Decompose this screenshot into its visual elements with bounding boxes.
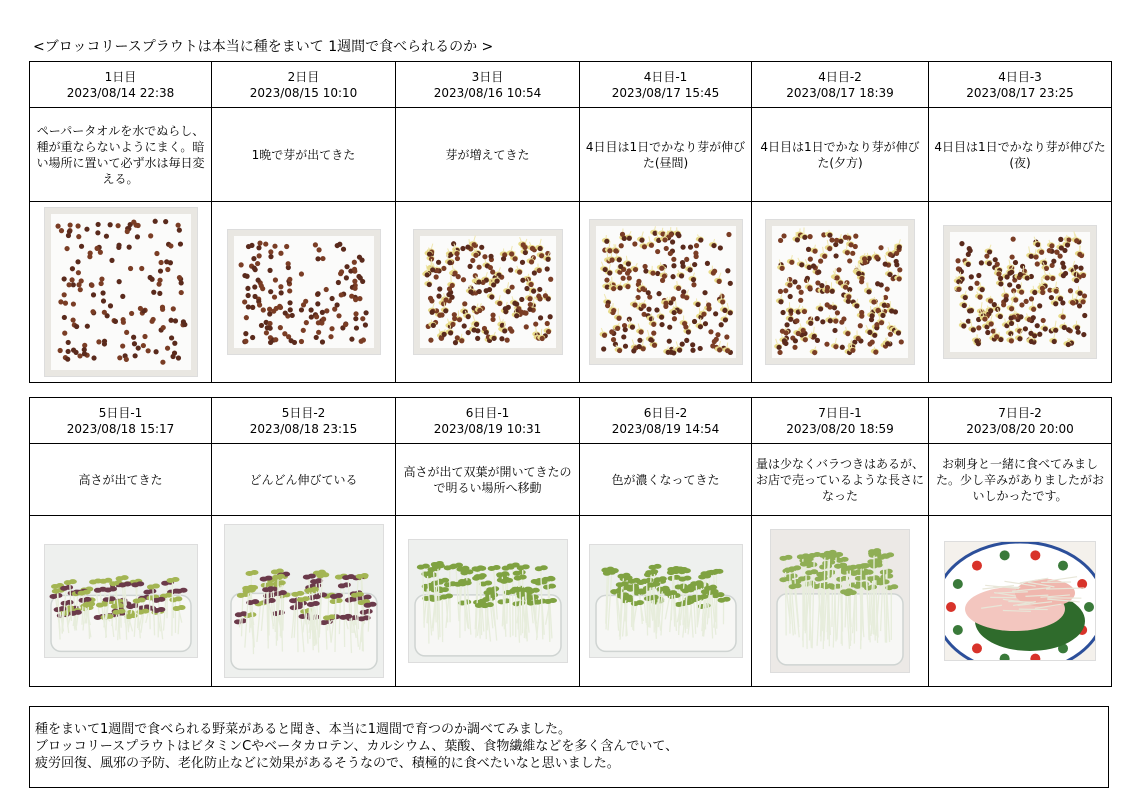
header-row xyxy=(30,398,1112,444)
photo-illustration xyxy=(409,540,567,662)
day-header xyxy=(30,62,212,108)
datetime-label: 2023/08/17 15:45 xyxy=(611,85,720,100)
day-label: 7日目-2 xyxy=(998,405,1042,420)
photo-illustration xyxy=(414,230,562,354)
observation-note: ペーパータオルを水でぬらし、種が重ならないようにまく。暗い場所に置いて必ず水は毎日変える。 xyxy=(30,108,212,202)
observation-note: 4日目は1日でかなり芽が伸びた(夕方) xyxy=(752,108,929,202)
observation-note: 高さが出て双葉が開いてきたので明るい場所へ移動 xyxy=(396,444,580,516)
day-label: 2日目 xyxy=(287,69,320,84)
sprout-photo xyxy=(408,539,568,663)
summary-line: ブロッコリースプラウトはビタミンCやベータカロテン、カルシウム、葉酸、食物繊維などを多く含んでいて、 xyxy=(35,739,679,754)
observation-table-1 xyxy=(29,61,1112,383)
day-label: 4日目-1 xyxy=(643,69,688,84)
sprout-photo xyxy=(765,219,915,365)
day-header xyxy=(212,398,396,444)
sprout-photo xyxy=(227,229,381,355)
day-header xyxy=(30,398,212,444)
photo-cell xyxy=(396,516,580,687)
datetime-label: 2023/08/15 10:10 xyxy=(249,85,358,100)
photo-cell xyxy=(929,202,1112,383)
note-row xyxy=(30,108,1112,202)
photo-illustration xyxy=(225,525,383,677)
photo-cell xyxy=(212,202,396,383)
datetime-label: 2023/08/18 23:15 xyxy=(249,421,358,436)
photo-illustration xyxy=(228,230,380,354)
photo-cell xyxy=(580,516,752,687)
day-header xyxy=(580,398,752,444)
day-header xyxy=(929,398,1112,444)
sprout-photo xyxy=(44,544,198,658)
datetime-label: 2023/08/14 22:38 xyxy=(66,85,175,100)
sprout-photo xyxy=(943,225,1097,359)
photo-illustration xyxy=(944,226,1096,358)
sprout-photo xyxy=(44,207,198,377)
photo-cell xyxy=(30,516,212,687)
photo-row xyxy=(30,516,1112,687)
photo-cell xyxy=(580,202,752,383)
datetime-label: 2023/08/19 10:31 xyxy=(433,421,542,436)
sprout-photo xyxy=(944,541,1096,661)
observation-note: お刺身と一緒に食べてみました。少し辛みがありましたがおいしかったです。 xyxy=(929,444,1112,516)
datetime-label: 2023/08/17 23:25 xyxy=(966,85,1074,100)
photo-illustration xyxy=(766,220,914,364)
sprout-photo xyxy=(770,529,910,673)
photo-illustration xyxy=(590,545,742,657)
photo-illustration xyxy=(590,220,742,364)
datetime-label: 2023/08/17 18:39 xyxy=(786,85,894,100)
photo-cell xyxy=(752,516,929,687)
day-label: 4日目-3 xyxy=(998,69,1042,84)
day-label: 7日目-1 xyxy=(818,405,862,420)
observation-note: どんどん伸びている xyxy=(212,444,396,516)
summary-line: 疲労回復、風邪の予防、老化防止などに効果があるそうなので、積極的に食べたいなと思いました。 xyxy=(35,756,620,771)
day-label: 6日目-1 xyxy=(465,405,510,420)
datetime-label: 2023/08/19 14:54 xyxy=(611,421,720,436)
summary-line: 種をまいて1週間で食べられる野菜があると聞き、本当に1週間で育つのか調べてみました。 xyxy=(35,722,572,737)
header-row xyxy=(30,62,1112,108)
datetime-label: 2023/08/16 10:54 xyxy=(433,85,542,100)
photo-illustration xyxy=(945,542,1095,660)
photo-illustration xyxy=(45,545,197,657)
summary-box xyxy=(29,706,1109,788)
day-header xyxy=(929,62,1112,108)
photo-cell xyxy=(30,202,212,383)
photo-illustration xyxy=(771,530,909,672)
day-label: 5日目-2 xyxy=(281,405,326,420)
observation-note: 高さが出てきた xyxy=(30,444,212,516)
day-label: 1日目 xyxy=(104,69,137,84)
day-header xyxy=(396,62,580,108)
day-header xyxy=(752,398,929,444)
observation-note: 4日目は1日でかなり芽が伸びた(昼間) xyxy=(580,108,752,202)
day-label: 6日目-2 xyxy=(643,405,688,420)
photo-cell xyxy=(929,516,1112,687)
photo-cell xyxy=(212,516,396,687)
day-label: 5日目-1 xyxy=(98,405,143,420)
day-label: 4日目-2 xyxy=(818,69,862,84)
day-header xyxy=(396,398,580,444)
sprout-photo xyxy=(589,544,743,658)
day-label: 3日目 xyxy=(471,69,504,84)
datetime-label: 2023/08/20 18:59 xyxy=(786,421,894,436)
observation-note: 4日目は1日でかなり芽が伸びた(夜) xyxy=(929,108,1112,202)
observation-note: 芽が増えてきた xyxy=(396,108,580,202)
photo-cell xyxy=(752,202,929,383)
datetime-label: 2023/08/20 20:00 xyxy=(966,421,1074,436)
photo-cell xyxy=(396,202,580,383)
datetime-label: 2023/08/18 15:17 xyxy=(66,421,175,436)
day-header xyxy=(580,62,752,108)
sprout-photo xyxy=(224,524,384,678)
photo-illustration xyxy=(45,208,197,376)
observation-note: 色が濃くなってきた xyxy=(580,444,752,516)
sprout-photo xyxy=(589,219,743,365)
page-title: <ブロッコリースプラウトは本当に種をまいて 1週間で食べられるのか > xyxy=(33,39,494,55)
observation-note: 量は少なくバラつきはあるが、お店で売っているような長さになった xyxy=(752,444,929,516)
photo-row xyxy=(30,202,1112,383)
day-header xyxy=(212,62,396,108)
day-header xyxy=(752,62,929,108)
observation-note: 1晩で芽が出てきた xyxy=(212,108,396,202)
sprout-photo xyxy=(413,229,563,355)
observation-table-2 xyxy=(29,397,1112,687)
note-row xyxy=(30,444,1112,516)
